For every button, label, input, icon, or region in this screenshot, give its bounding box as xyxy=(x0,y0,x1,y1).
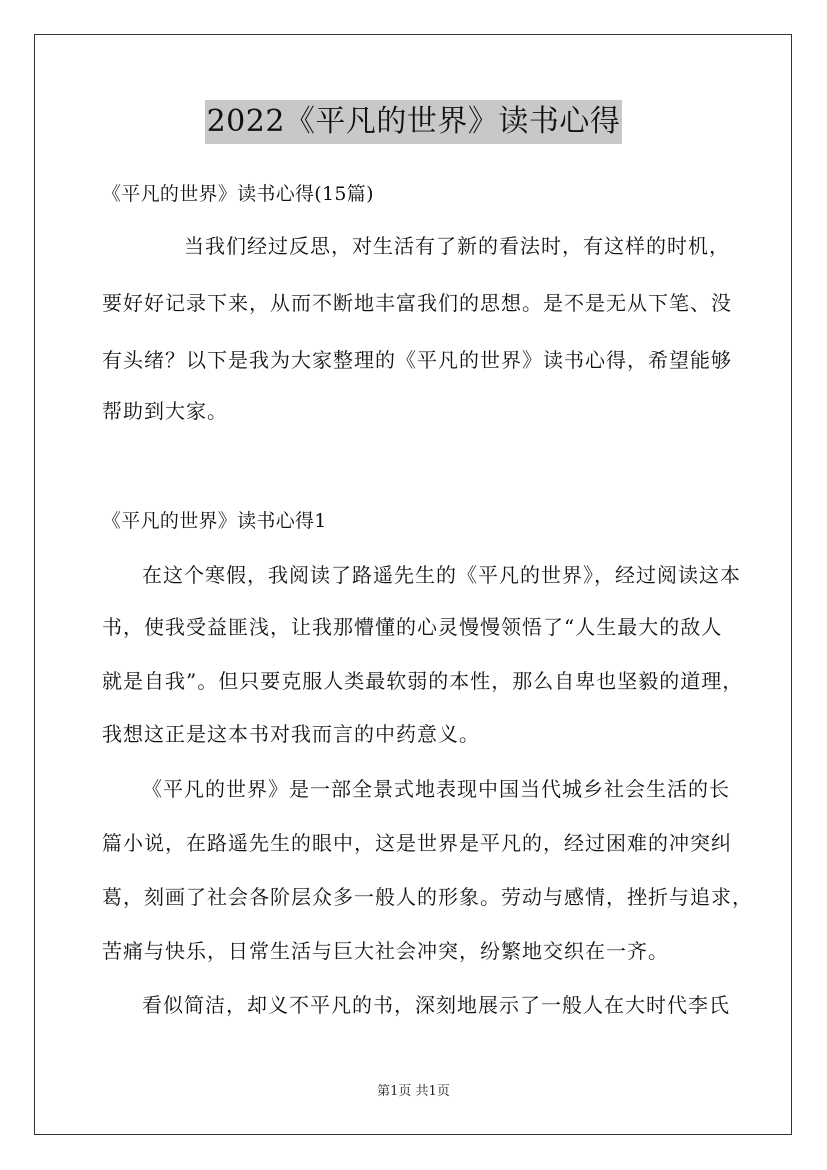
paragraph2-line-3: 葛，刻画了社会各阶层众多一般人的形象。劳动与感情，挫折与追求， xyxy=(102,885,753,909)
intro-line-4: 帮助到大家。 xyxy=(102,399,228,423)
intro-line-2: 要好好记录下来，从而不断地丰富我们的思想。是不是无从下笔、没 xyxy=(102,291,732,315)
paragraph1-line-2: 书，使我受益匪浅，让我那懵懂的心灵慢慢领悟了“人生最大的敌人 xyxy=(102,615,723,639)
intro-line-3: 有头绪？以下是我为大家整理的《平凡的世界》读书心得，希望能够 xyxy=(102,348,732,372)
document-title: 2022《平凡的世界》读书心得 xyxy=(205,100,623,144)
page-footer: 第1页 共1页 xyxy=(377,1084,450,1099)
intro-line-1: 当我们经过反思，对生活有了新的看法时，有这样的时机， xyxy=(184,234,730,258)
paragraph2-line-2: 篇小说，在路遥先生的眼中，这是世界是平凡的，经过困难的冲突纠 xyxy=(102,831,732,855)
title-container xyxy=(0,100,827,144)
paragraph1-line-1: 在这个寒假，我阅读了路遥先生的《平凡的世界》，经过阅读这本 xyxy=(142,563,741,587)
section-heading: 《平凡的世界》读书心得1 xyxy=(102,510,327,532)
paragraph2-line-4: 苦痛与快乐，日常生活与巨大社会冲突，纷繁地交织在一齐。 xyxy=(102,939,669,963)
paragraph1-line-3: 就是自我”。但只要克服人类最软弱的本性，那么自卑也坚毅的道理， xyxy=(102,669,744,693)
paragraph3-line-1: 看似简洁，却义不平凡的书，深刻地展示了一般人在大时代李氏 xyxy=(142,993,730,1017)
paragraph2-line-1: 《平凡的世界》是一部全景式地表现中国当代城乡社会生活的长 xyxy=(142,777,730,801)
document-subtitle: 《平凡的世界》读书心得(15篇) xyxy=(102,183,374,205)
paragraph1-line-4: 我想这正是这本书对我而言的中药意义。 xyxy=(102,722,480,746)
